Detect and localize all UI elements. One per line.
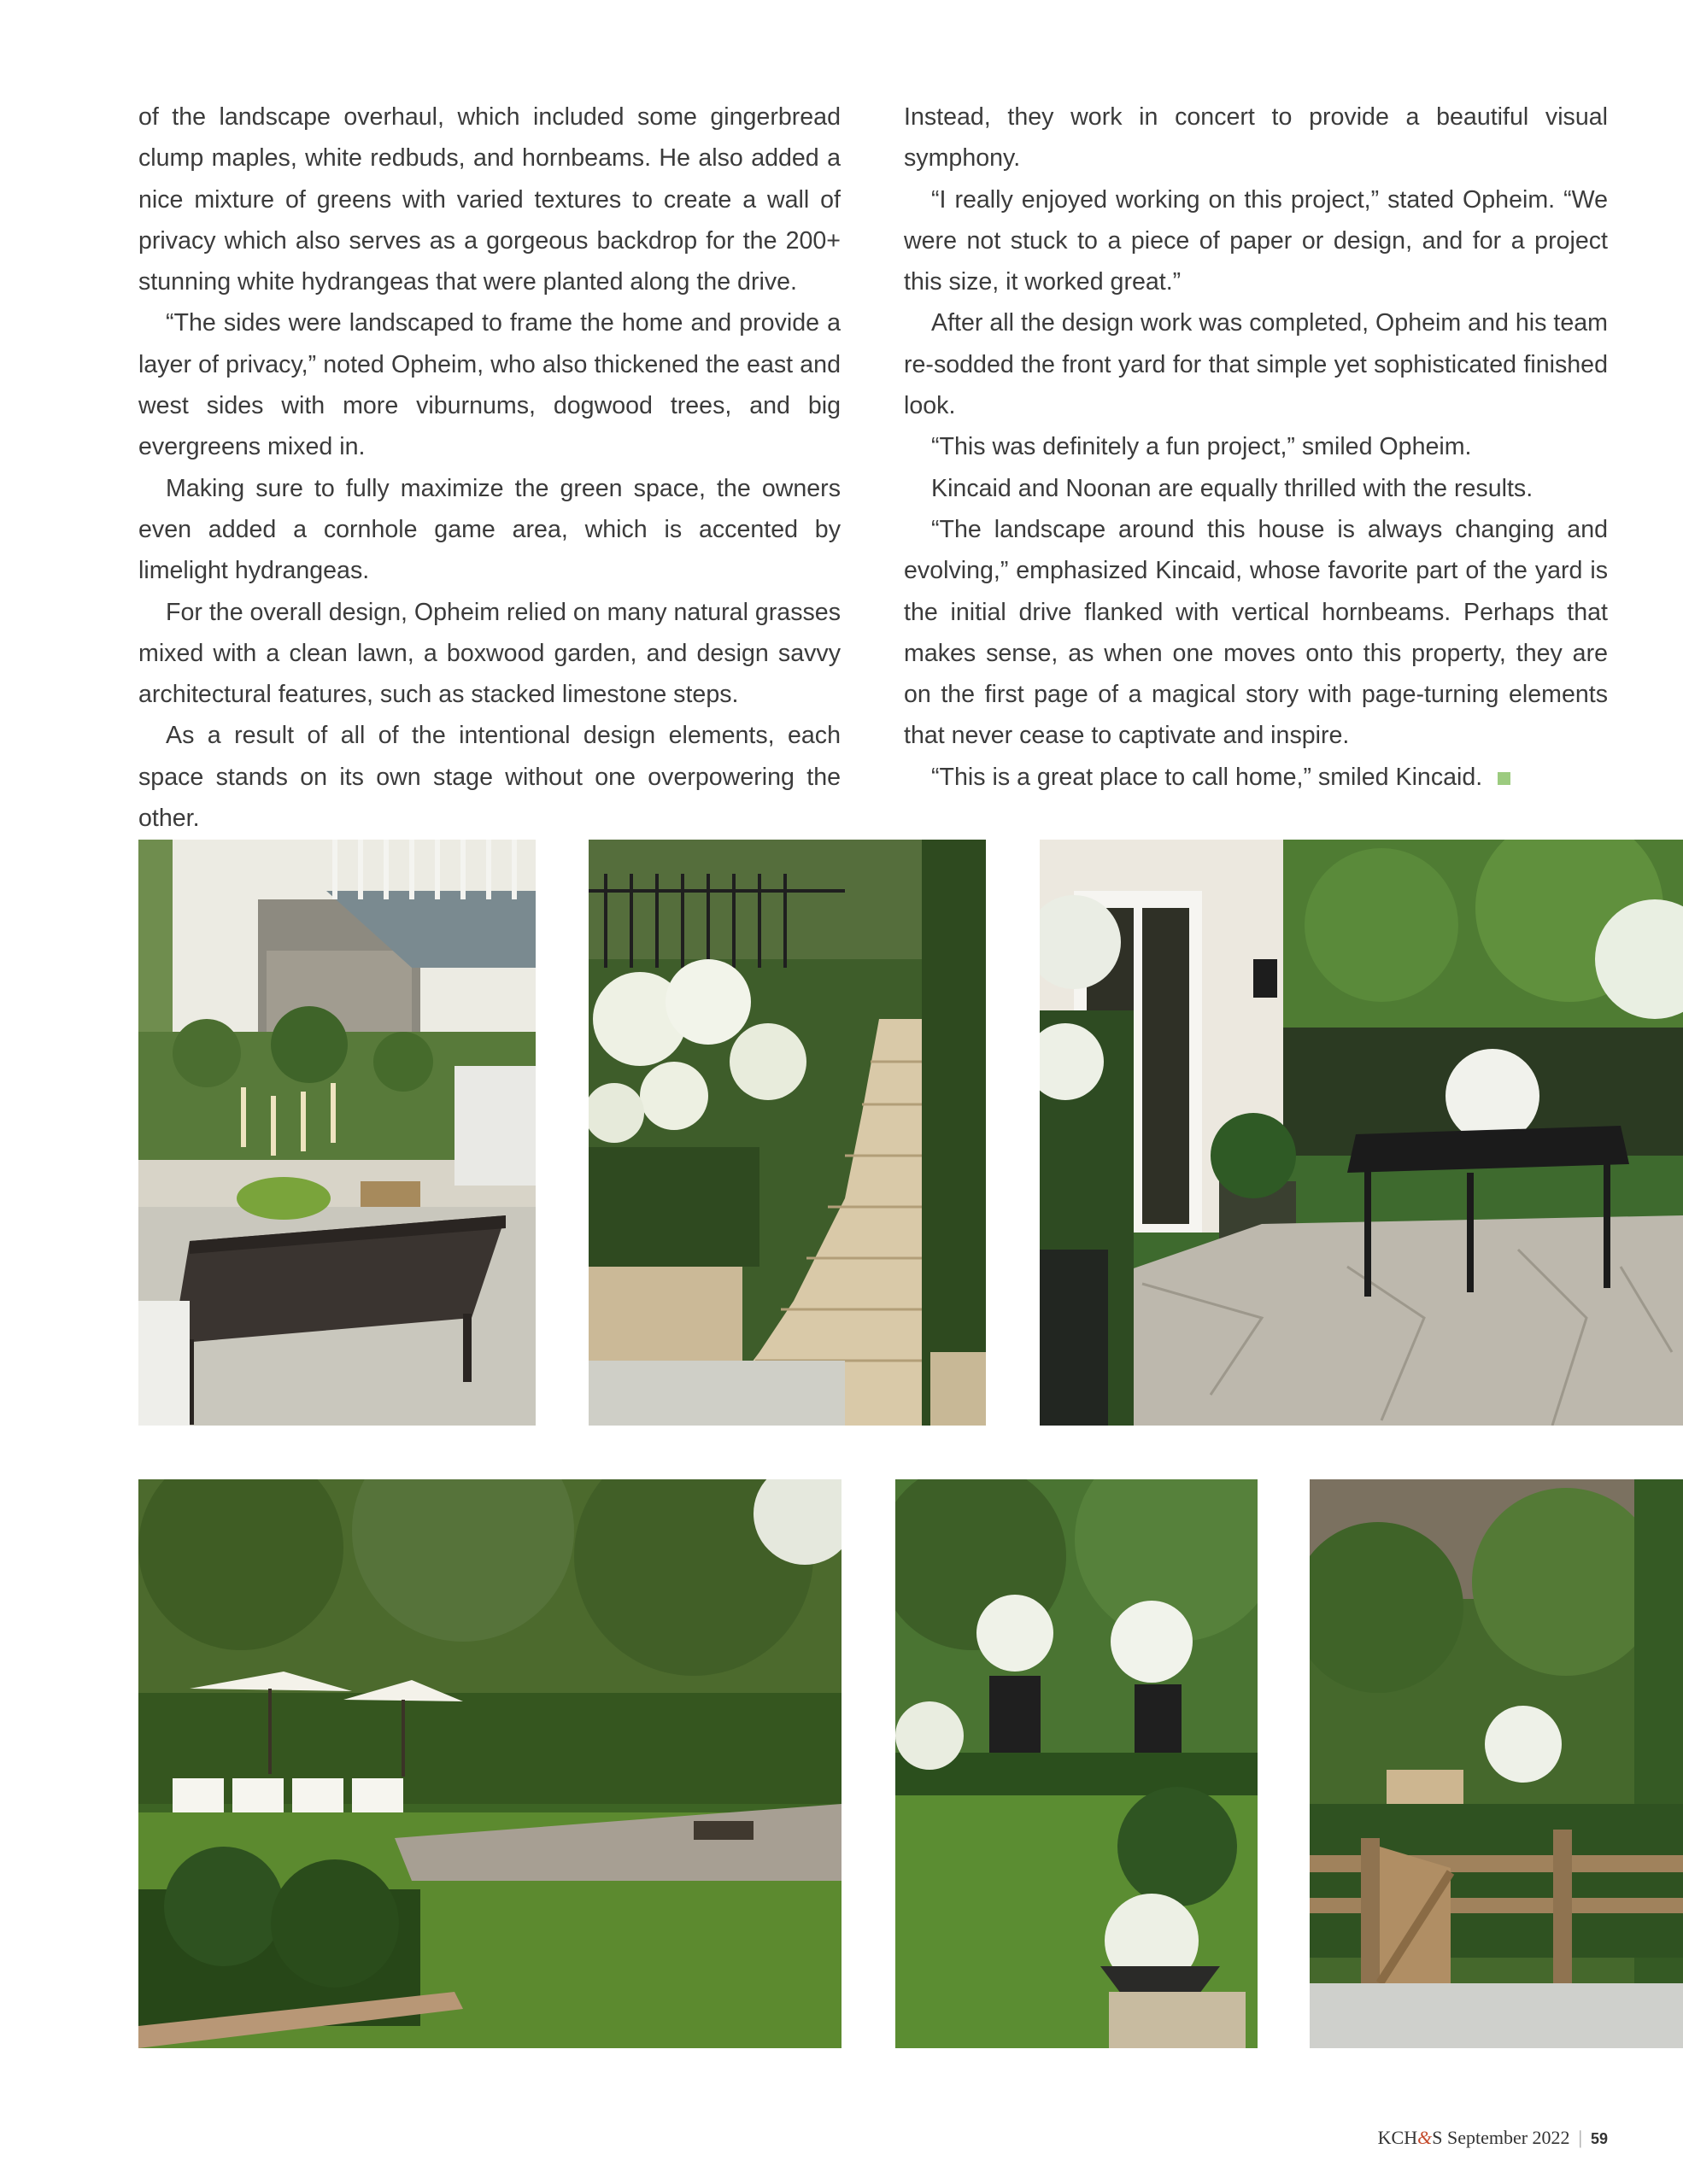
- issue-date: September 2022: [1446, 2127, 1570, 2148]
- photo-lawn-cornhole: [138, 1479, 842, 2048]
- closing-text: “This is a great place to call home,” smiled Kincaid.: [931, 763, 1483, 791]
- end-of-article-mark: [1498, 772, 1510, 785]
- photo-wooden-gate: [1310, 1479, 1683, 2048]
- page-number: 59: [1590, 2130, 1608, 2147]
- photo-patio-seating: [138, 840, 536, 1426]
- page-footer: [1378, 2127, 1608, 2149]
- paragraph: “This was definitely a fun project,” smiled Opheim.: [931, 433, 1472, 461]
- article-column-right: [904, 97, 1608, 798]
- paragraph: Instead, they work in concert to provide a beautiful visual symphony.: [904, 103, 1608, 173]
- paragraph: Making sure to fully maximize the green space, the owners even added a cornhole game area, which is accented by limelight hydrangeas.: [138, 474, 841, 585]
- paragraph: “The landscape around this house is always changing and evolving,” emphasized Kincaid, whose favorite part of the yard is the initial drive flanked with vertical hornbeams. Perhaps that makes sense, as when one moves onto this property, they are on the first page of a magical story with page-turning elements that never cease to captivate and inspire.: [904, 515, 1608, 750]
- paragraph: For the overall design, Opheim relied on many natural grasses mixed with a clean lawn, a boxwood garden, and design savvy architectural features, such as stacked limestone steps.: [138, 598, 841, 709]
- paragraph: “The sides were landscaped to frame the home and provide a layer of privacy,” noted Opheim, who also thickened the east and west sides with more viburnums, dogwood trees, and big evergreens mixed in.: [138, 309, 841, 461]
- magazine-logo: KCH&S: [1377, 2127, 1443, 2148]
- closing-paragraph: [904, 757, 1608, 798]
- paragraph: As a result of all of the intentional design elements, each space stands on its own stage without one overpowering the other.: [138, 722, 841, 833]
- footer-separator: |: [1578, 2127, 1582, 2148]
- paragraph: After all the design work was completed, Opheim and his team re-sodded the front yard for that simple yet sophisticated finished look.: [904, 309, 1608, 420]
- paragraph: of the landscape overhaul, which included some gingerbread clump maples, white redbuds, and hornbeams. He also added a nice mixture of greens with varied textures to create a wall of privacy which also serves as a gorgeous backdrop for the 200+ stunning white hydrangeas that were planted along the drive.: [138, 103, 841, 296]
- photo-limestone-steps: [589, 840, 986, 1426]
- article-column-left: [138, 97, 841, 839]
- paragraph: “I really enjoyed working on this project,” stated Opheim. “We were not stuck to a piece of paper or design, and for a project this size, it worked great.”: [904, 185, 1608, 296]
- paragraph: Kincaid and Noonan are equally thrilled with the results.: [931, 474, 1533, 502]
- photo-garden-urns: [895, 1479, 1258, 2048]
- photo-dining-patio: [1040, 840, 1683, 1426]
